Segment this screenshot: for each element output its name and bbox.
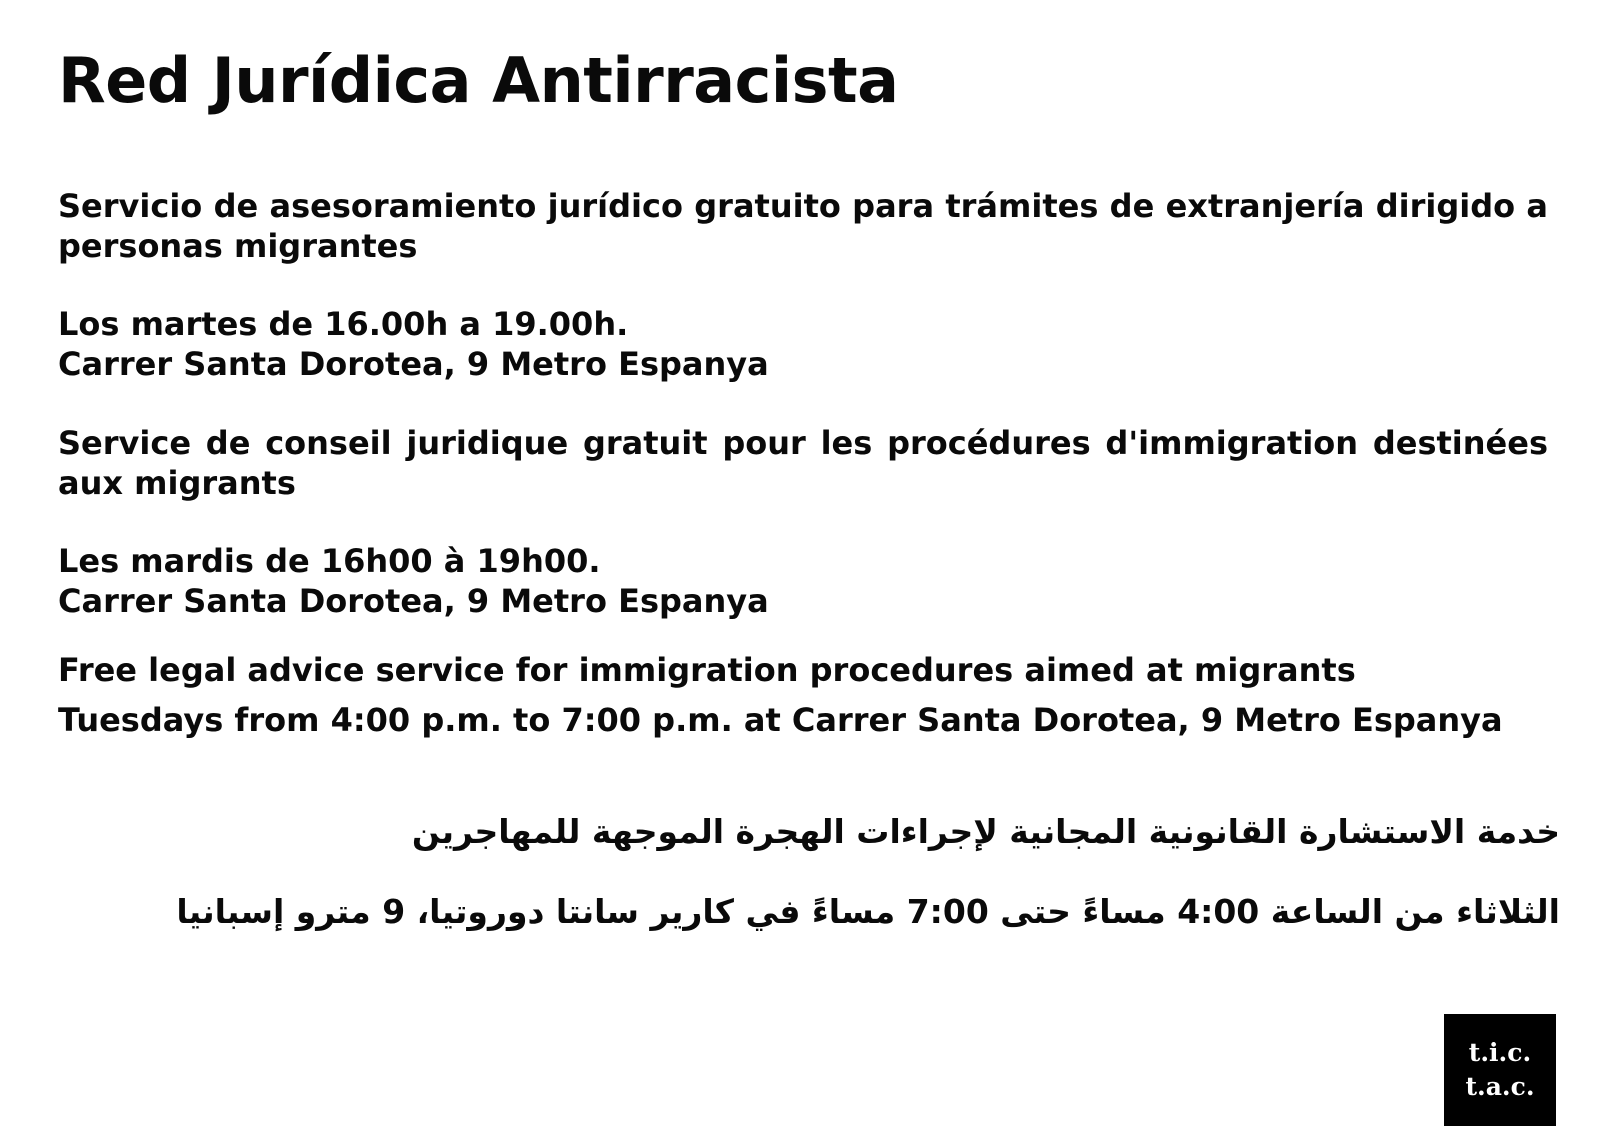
tic-tac-logo <box>1444 1014 1556 1126</box>
french-address: Carrer Santa Dorotea, 9 Metro Espanya <box>58 582 769 620</box>
arabic-schedule: الثلاثاء من الساعة 4:00 مساءً حتى 7:00 مساءً في كارير سانتا دوروتيا، 9 مترو إسبانيا <box>176 892 1560 931</box>
english-description: Free legal advice service for immigration procedures aimed at migrants <box>58 651 1356 689</box>
spanish-info <box>58 304 1548 384</box>
english-schedule: Tuesdays from 4:00 p.m. to 7:00 p.m. at Carrer Santa Dorotea, 9 Metro Espanya <box>58 701 1503 739</box>
page-title: Red Jurídica Antirracista <box>58 44 899 117</box>
french-info <box>58 541 1548 621</box>
logo-line-1: t.i.c. <box>1468 1038 1532 1067</box>
arabic-description: خدمة الاستشارة القانونية المجانية لإجراءات الهجرة الموجهة للمهاجرين <box>411 812 1560 851</box>
logo-line-2: t.a.c. <box>1465 1072 1535 1101</box>
french-schedule: Les mardis de 16h00 à 19h00. <box>58 542 601 580</box>
spanish-schedule: Los martes de 16.00h a 19.00h. <box>58 305 629 343</box>
spanish-description: Servicio de asesoramiento jurídico gratuito para trámites de extranjería dirigido a personas migrantes <box>58 187 1548 265</box>
spanish-address: Carrer Santa Dorotea, 9 Metro Espanya <box>58 345 769 383</box>
french-description: Service de conseil juridique gratuit pour les procédures d'immigration destinées aux migrants <box>58 424 1548 502</box>
